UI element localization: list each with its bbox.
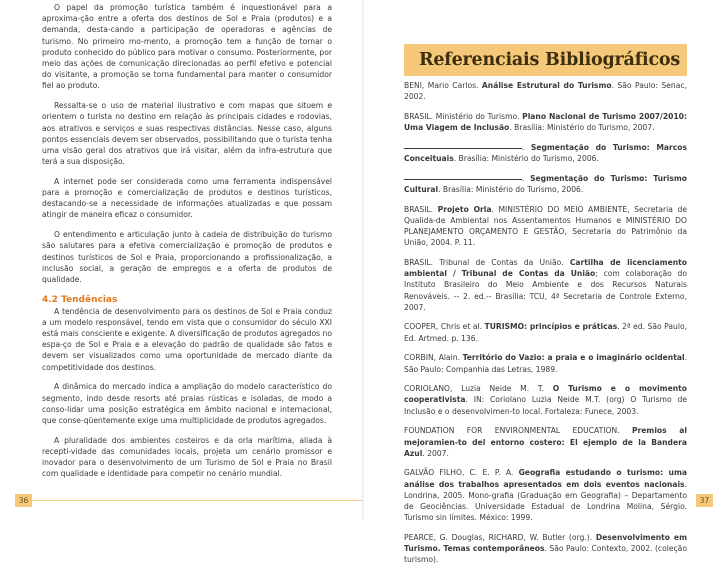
paragraph: A tendência de desenvolvimento para os destinos de Sol e Praia conduz a um modelo responsável, tendo em vista que o consumidor do século XXI está mais consciente e exigente. A diversificação de produtos agregados no espa-ço de Sol e Praia e a elevação do padrão de qualidade são fatos e devem ser visualizados como uma oportunidade de mercado diante da competitividade dos destinos.	[42, 306, 332, 372]
page-number: 37	[696, 494, 713, 507]
paragraph: Ressalta-se o uso de material ilustrativo e com mapas que situem e orientem o turista no destino em relação às principais cidades e rodovias, aos atrativos e serviços e suas respectivas distâncias. Nesse caso, alguns pontos essenciais devem ser observados, possibilitando que o turista tenha uma visão geral dos atrativos que irá visitar, além da infra-estrutura que terá a sua disposição.	[42, 101, 332, 167]
reference-item: . Segmentação do Turismo: Turismo Cultural. Brasília: Ministério do Turismo, 2006.	[404, 173, 687, 194]
references-list	[404, 80, 687, 574]
page-title: Referenciais Bibliográficos	[419, 50, 681, 70]
reference-item: CORBIN, Alain. Território do Vazio: a praia e o imaginário ocidental. São Paulo: Companhia das Letras, 1989.	[404, 353, 687, 374]
left-page	[0, 0, 363, 520]
left-text-column	[42, 2, 332, 488]
reference-item: COOPER, Chris et al. TURISMO: princípios e práticas. 2ª ed. São Paulo, Ed. Artmed. p. 136.	[404, 322, 688, 343]
reference-item: BRASIL. Ministério do Turismo. Plano Nacional de Turismo 2007/2010: Uma Viagem de Inclusão. Brasília: Ministério do Turismo, 2007.	[404, 111, 688, 133]
reference-item: . Segmentação do Turismo: Marcos Conceituais. Brasília: Ministério do Turismo, 2006.	[404, 142, 688, 164]
reference-item: BRASIL. Tribunal de Contas da União. Cartilha de licenciamento ambiental / Tribunal de Contas da União; com colaboração do Instituto Brasileiro do Meio Ambiente e dos Recursos Naturais Renováveis. -- 2. ed.-- Brasília: TCU, 4ª Secretaria de Controle Externo, 2007.	[404, 257, 687, 312]
page-number: 36	[15, 494, 32, 507]
section-heading: 4.2 Tendências	[42, 294, 118, 305]
ditto-rule	[404, 148, 522, 149]
right-page	[364, 0, 728, 565]
reference-item: BRASIL. Projeto Orla. MINISTÉRIO DO MEIO AMBIENTE, Secretaria de Qualida-de Ambiental nos Assentamentos Humanos e MINISTÉRIO DO PLANEJAMENTO ORÇAMENTO E GESTÃO, Secretaria do Patrimônio da União, 2004. P. 11.	[404, 204, 688, 248]
footer-rule	[32, 500, 362, 501]
title-band	[404, 44, 687, 76]
ditto-rule	[404, 179, 522, 180]
paragraph: O papel da promoção turística também é inquestionável para a aproxima-ção entre a oferta dos destinos de Sol e Praia (produtos) e a demanda, desta-cando a participação de operadoras e agências de turismo. No primeiro mo-mento, a promoção tem a função de tornar o produto conhecido do público para motivar o consumo. Posteriormente, por meio das ações de comunicação direcionadas ao perfil efetivo e potencial do visitante, a promoção se torna fundamental para manter o consumidor fiel ao produto.	[42, 3, 332, 91]
paragraph: A internet pode ser considerada como uma ferramenta indispensável para a promoção e comercialização de produtos e destinos turísticos, destacando-se a necessidade de informações atualizadas e que possam atingir de maneira eficaz o consumidor.	[42, 176, 332, 220]
reference-item: PEARCE, G. Douglas, RICHARD, W. Butler (org.). Desenvolvimento em Turismo. Temas contemporâneos. São Paulo: Contexto, 2002. (coleção turismo).	[404, 533, 687, 565]
paragraph: A pluralidade dos ambientes costeiros e da orla marítima, aliada à recepti-vidade das comunidades locais, projeta um cenário promissor e inovador para o desenvolvimento de um Turismo de Sol e Praia no Brasil com qualidade e identidade para competir no cenário mundial.	[42, 435, 332, 479]
paragraph: O entendimento e articulação junto à cadeia de distribuição do turismo são salutares para a efetiva comercialização e promoção de produtos e destinos turísticos de Sol e Praia, proporcionando a profissionalização, a inclusão social, a geração de empregos e a oferta de produtos de qualidade.	[42, 230, 332, 284]
reference-item: FOUNDATION FOR ENVIRONMENTAL EDUCATION. Premios al mejoramien-to del entorno costero: El ejemplo de la Bandera Azul. 2007.	[404, 426, 687, 458]
reference-item: GALVÃO FILHO, C. E. P. A. Geografia estudando o turismo: uma análise dos trabalhos apresentados em dois eventos nacionais. Londrina, 2005. Mono-grafia (Graduação em Geografia) – Departamento de Geociências. Universidade Estadual de Londrina Molina, Sérgio. Turismo sin límites. México: 1999.	[404, 468, 687, 523]
reference-item: CORIOLANO, Luzia Neide M. T. O Turismo e o movimento cooperativista. IN: Coriolano Luzia Neide M.T. (org) O Turismo de Inclusão e o desenvolvimen-to local. Fortaleza: Funece, 2003.	[404, 384, 687, 416]
reference-item: BENI, Mario Carlos. Análise Estrutural do Turismo. São Paulo: Senac, 2002.	[404, 81, 687, 102]
paragraph: A dinâmica do mercado indica a ampliação do modelo característico do segmento, indo desde resorts até praias rústicas e isoladas, de modo a conso-lidar uma posição estratégica em âmbito nacional e internacional, que conse-qüentemente exige uma multiplicidade de produtos agregados.	[42, 382, 332, 425]
